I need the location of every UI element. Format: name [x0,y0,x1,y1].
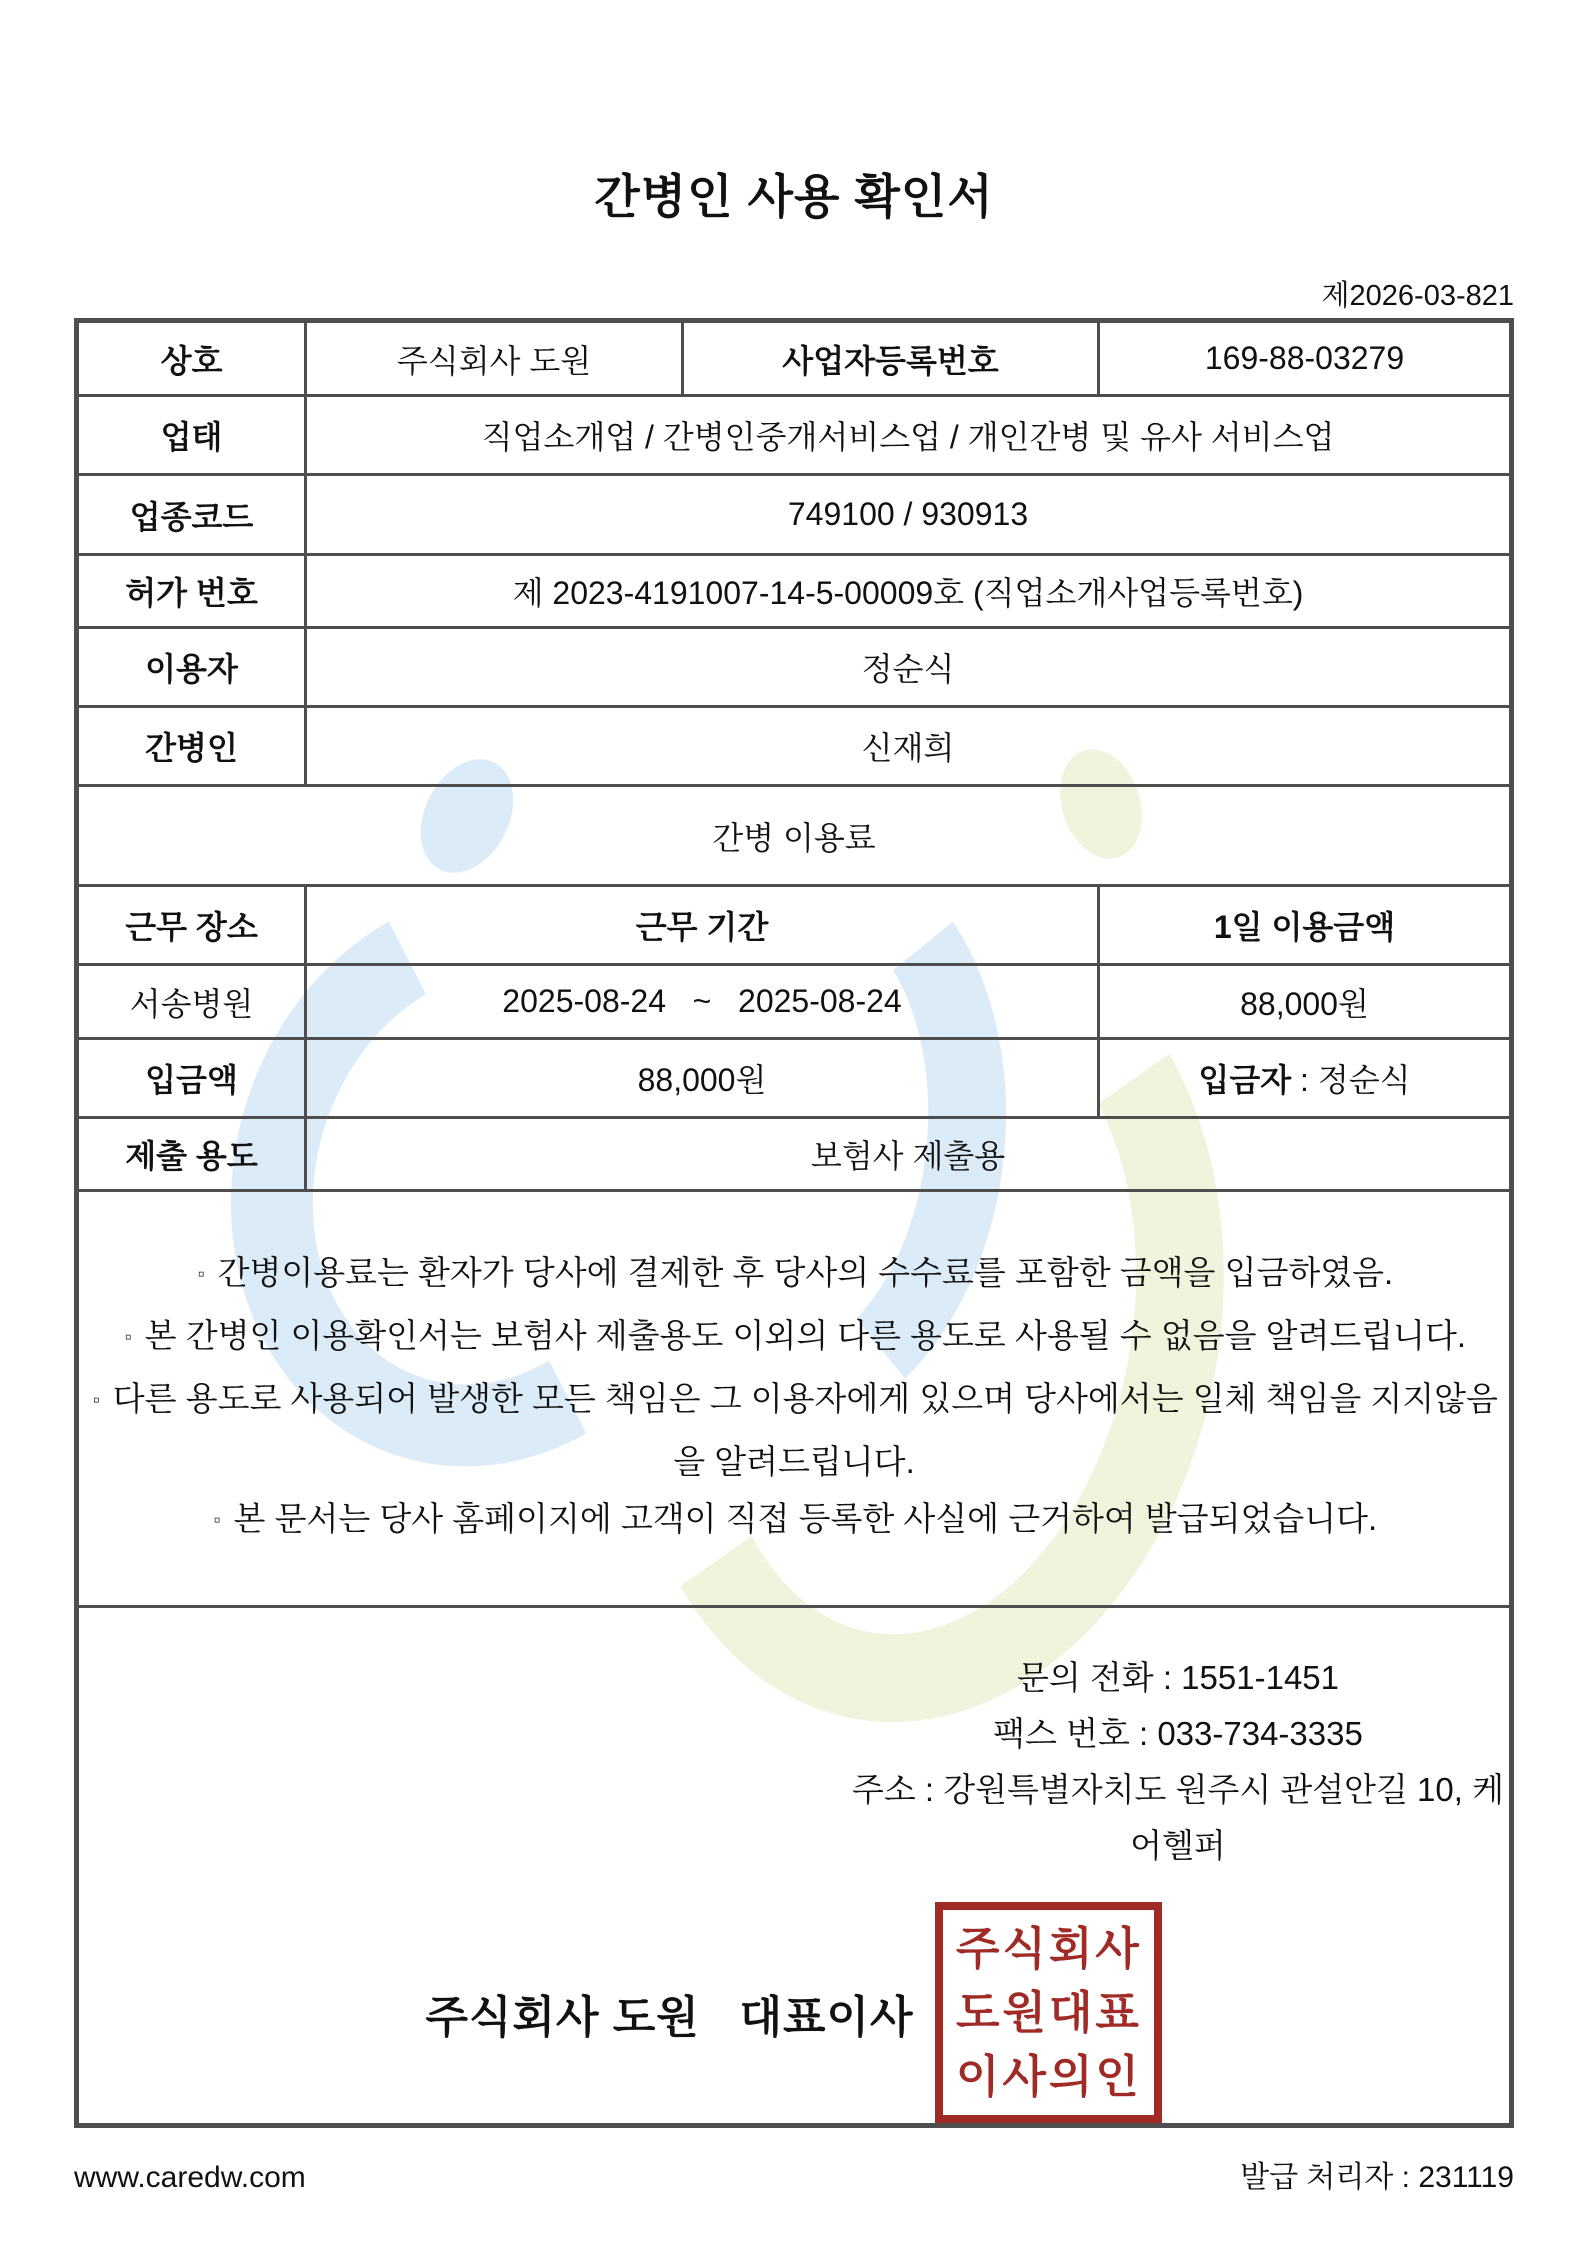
contact-address: 주소 : 강원특별자치도 원주시 관설안길 10, 케어헬퍼 [852,1771,1504,1864]
caregiver-label: 간병인 [77,707,306,786]
table-row [77,1607,1512,2126]
note-text: 간병이용료는 환자가 당사에 결제한 후 당사의 수수료를 포함한 금액을 입금하였음. [217,1254,1394,1291]
company-name-label: 상호 [77,321,306,396]
user-label: 이용자 [77,628,306,707]
table-row [77,1191,1512,1607]
square-bullet-icon: ▫ [93,1390,100,1411]
table-row [77,1039,1512,1118]
deposit-amount-value: 88,000원 [306,1039,1099,1118]
business-type-value: 직업소개업 / 간병인중개서비스업 / 개인간병 및 유사 서비스업 [306,396,1512,475]
table-row [77,707,1512,786]
document-number: 제2026-03-821 [1321,280,1514,312]
table-row [77,886,1512,965]
industry-code-label: 업종코드 [77,475,306,555]
note-text: 다른 용도로 사용되어 발생한 모든 책임은 그 이용자에게 있으며 당사에서는 일체 책임을 지지않음을 알려드립니다. [112,1380,1498,1480]
table-row [77,786,1512,886]
table-row [77,555,1512,628]
signature-text: 주식회사 도원 대표이사 [425,1992,914,2042]
permit-no-label: 허가 번호 [77,555,306,628]
square-bullet-icon: ▫ [197,1264,205,1285]
note-item [79,1244,1509,1307]
purpose-label: 제출 용도 [77,1118,306,1191]
signature-row [79,1902,1509,2123]
table-row [77,396,1512,475]
depositor-label: 입금자 [1198,1062,1292,1098]
note-item [79,1490,1509,1553]
certificate-table [74,318,1514,2128]
note-text: 본 문서는 당사 홈페이지에 고객이 직접 등록한 사실에 근거하여 발급되었습니다. [233,1500,1378,1537]
stamp-line: 주식회사 [956,1922,1142,1974]
footer-website: www.caredw.com [74,2161,306,2194]
permit-no-value: 제 2023-4191007-14-5-00009호 (직업소개사업등록번호) [306,555,1512,628]
note-text: 본 간병인 이용확인서는 보험사 제출용도 이외의 다른 용도로 사용될 수 없음을 알려드립니다. [144,1317,1467,1354]
business-reg-no-label: 사업자등록번호 [683,321,1099,396]
note-item [79,1307,1509,1370]
note-item [79,1370,1509,1490]
deposit-amount-label: 입금액 [77,1039,306,1118]
table-row [77,628,1512,707]
contact-phone: 문의 전화 : 1551-1451 [1017,1659,1339,1696]
page-title: 간병인 사용 확인서 [594,170,994,223]
page-footer [74,2152,1514,2196]
contact-info [847,1650,1509,1874]
fee-section-title: 간병 이용료 [77,786,1512,886]
table-row [77,475,1512,555]
work-period-value: 2025-08-24 ~ 2025-08-24 [306,965,1099,1039]
work-period-header: 근무 기간 [306,886,1099,965]
square-bullet-icon: ▫ [124,1327,132,1348]
footer-issuer-id: 발급 처리자 : 231119 [1240,2161,1514,2194]
business-type-label: 업태 [77,396,306,475]
company-name-value: 주식회사 도원 [306,321,683,396]
notes-block [77,1191,1512,1607]
business-reg-no-value: 169-88-03279 [1099,321,1512,396]
purpose-value: 보험사 제출용 [306,1118,1512,1191]
user-value: 정순식 [306,628,1512,707]
depositor-name: : 정순식 [1291,1062,1411,1098]
daily-fee-header: 1일 이용금액 [1099,886,1512,965]
table-row [77,1118,1512,1191]
caregiver-value: 신재희 [306,707,1512,786]
contact-fax: 팩스 번호 : 033-734-3335 [993,1715,1363,1752]
stamp-line: 이사의인 [956,2050,1142,2102]
work-place-header: 근무 장소 [77,886,306,965]
industry-code-value: 749100 / 930913 [306,475,1512,555]
table-row [77,965,1512,1039]
issuer-block [77,1607,1512,2126]
depositor-cell [1099,1039,1512,1118]
corporate-seal-stamp-icon [935,1902,1162,2123]
stamp-line: 도원대표 [956,1986,1142,2038]
square-bullet-icon: ▫ [213,1510,221,1531]
work-place-value: 서송병원 [77,965,306,1039]
daily-fee-value: 88,000원 [1099,965,1512,1039]
table-row [77,321,1512,396]
